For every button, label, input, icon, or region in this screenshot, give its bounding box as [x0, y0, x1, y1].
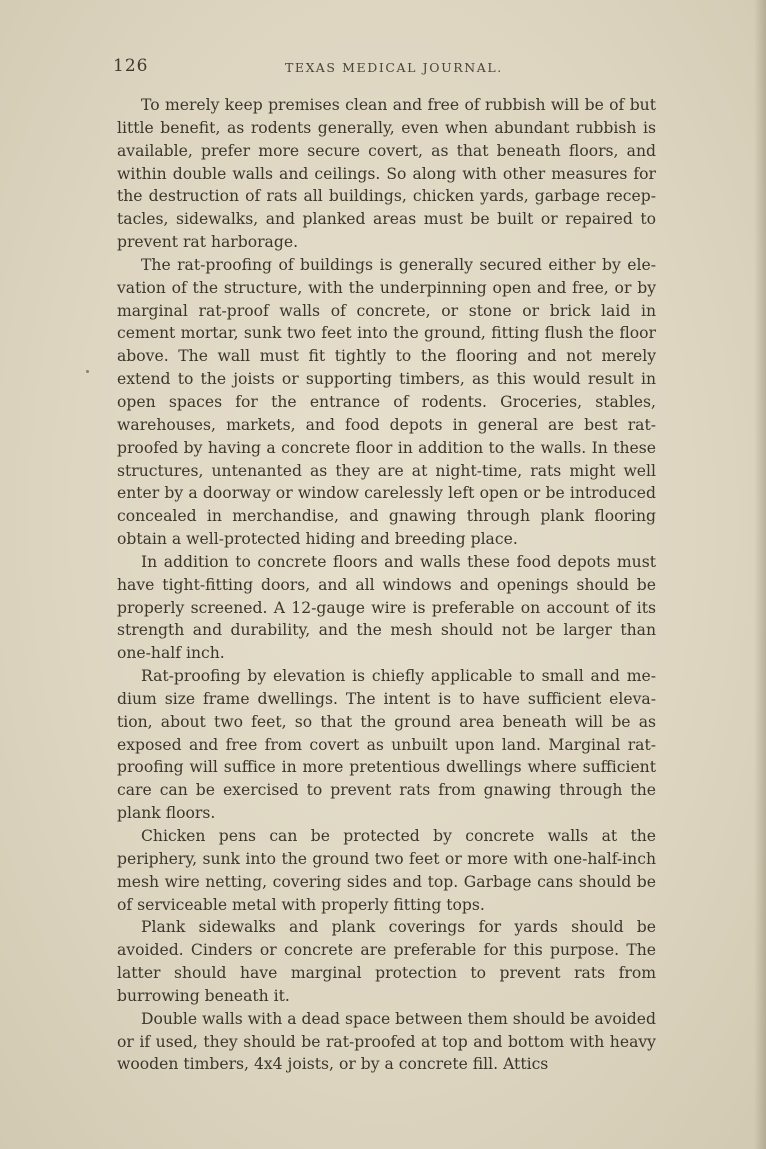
- paragraph-food-depots: In addition to concrete floors and walls these food depots must have tight-fitting doors, and all windows and openings should be properly screened. A 12-gauge wire is preferable on account of its strength and durability, and the mesh should not be larger than one-half inch.: [117, 552, 656, 663]
- page-edge-shadow: [754, 0, 766, 1149]
- paragraph-double-walls: Double walls with a dead space between them should be avoided or if used, they should be rat-proofed at top and bottom with heavy wooden timbers, 4x4 joists, or by a concrete fill. Attics: [117, 1009, 656, 1074]
- paragraph-rat-proofing-buildings: The rat-proofing of buildings is generally secured either by elevation of the structure, with the underpinning open and free, or by marginal rat-proof walls of concrete, or stone or brick laid in cement mortar, sunk two feet into the ground, fitting flush the floor above. The wall must fit tightly to the flooring and not merely extend to the joists or supporting timbers, as this would result in open spaces for the entrance of rodents. Groceries, stables, warehouses, markets, and food depots in general are best rat-proofed by having a concrete floor in addition to the walls. In these structures, untenanted as they are at night-time, rats might well enter by a doorway or window carelessly left open or be introduced concealed in merchandise, and gnawing through plank flooring obtain a well-protected hiding and breeding place.: [117, 255, 656, 549]
- body-text: [117, 94, 656, 1076]
- page-number: 126: [113, 56, 149, 76]
- page-header: [113, 56, 653, 80]
- running-head: TEXAS MEDICAL JOURNAL.: [285, 60, 503, 75]
- paragraph-premises-clean: To merely keep premises clean and free of rubbish will be of but little benefit, as rodents generally, even when abundant rubbish is available, prefer more secure covert, as that beneath floors, and within double walls and ceilings. So along with other measures for the destruction of rats all buildings, chicken yards, garbage receptacles, sidewalks, and planked areas must be built or repaired to prevent rat harborage.: [117, 96, 656, 252]
- paragraph-sidewalks: Plank sidewalks and plank coverings for yards should be avoided. Cinders or concrete are preferable for this purpose. The latter should have marginal protection to prevent rats from burrowing beneath it.: [117, 918, 656, 1005]
- margin-speck: [86, 370, 89, 373]
- paragraph-chicken-pens: Chicken pens can be protected by concrete walls at the periphery, sunk into the ground two feet or more with one-half-inch mesh wire netting, covering sides and top. Garbage cans should be of serviceable metal with properly fitting tops.: [117, 827, 656, 914]
- paragraph-elevation: Rat-proofing by elevation is chiefly applicable to small and medium size frame dwellings. The intent is to have sufficient elevation, about two feet, so that the ground area beneath will be as exposed and free from covert as unbuilt upon land. Marginal rat-proofing will suffice in more pretentious dwellings where sufficient care can be exercised to prevent rats from gnawing through the plank floors.: [117, 667, 656, 823]
